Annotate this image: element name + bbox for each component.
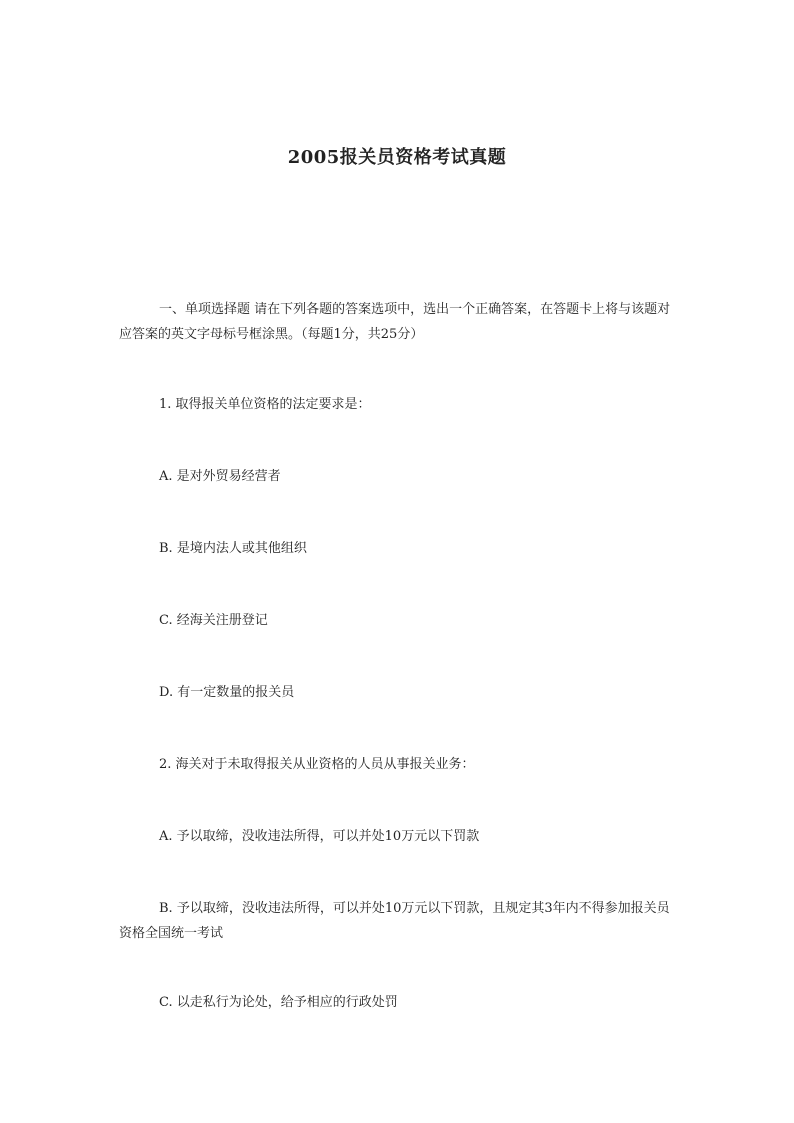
question-2-option-a: A. 予以取缔，没收违法所得，可以并处10万元以下罚款 — [159, 829, 480, 844]
section-intro: 一、单项选择题 请在下列各题的答案选项中，选出一个正确答案，在答题卡上将与该题对应答案的英文字母标号框涂黑。（每题1分，共25分） — [119, 302, 671, 342]
question-2-option-c: C. 以走私行为论处，给予相应的行政处罚 — [159, 995, 398, 1010]
question-1-option-a: A. 是对外贸易经营者 — [159, 469, 281, 484]
document-title: 2005报关员资格考试真题 — [287, 147, 507, 168]
question-1-option-c: C. 经海关注册登记 — [159, 613, 268, 628]
question-1-option-b: B. 是境内法人或其他组织 — [159, 541, 307, 556]
question-2-stem: 2. 海关对于未取得报关从业资格的人员从事报关业务： — [159, 757, 475, 772]
question-1-stem: 1. 取得报关单位资格的法定要求是： — [159, 397, 371, 412]
question-1-option-d: D. 有一定数量的报关员 — [159, 685, 295, 700]
question-2-option-b: B. 予以取缔，没收违法所得，可以并处10万元以下罚款，且规定其3年内不得参加报关员资格全国统一考试 — [119, 901, 670, 941]
